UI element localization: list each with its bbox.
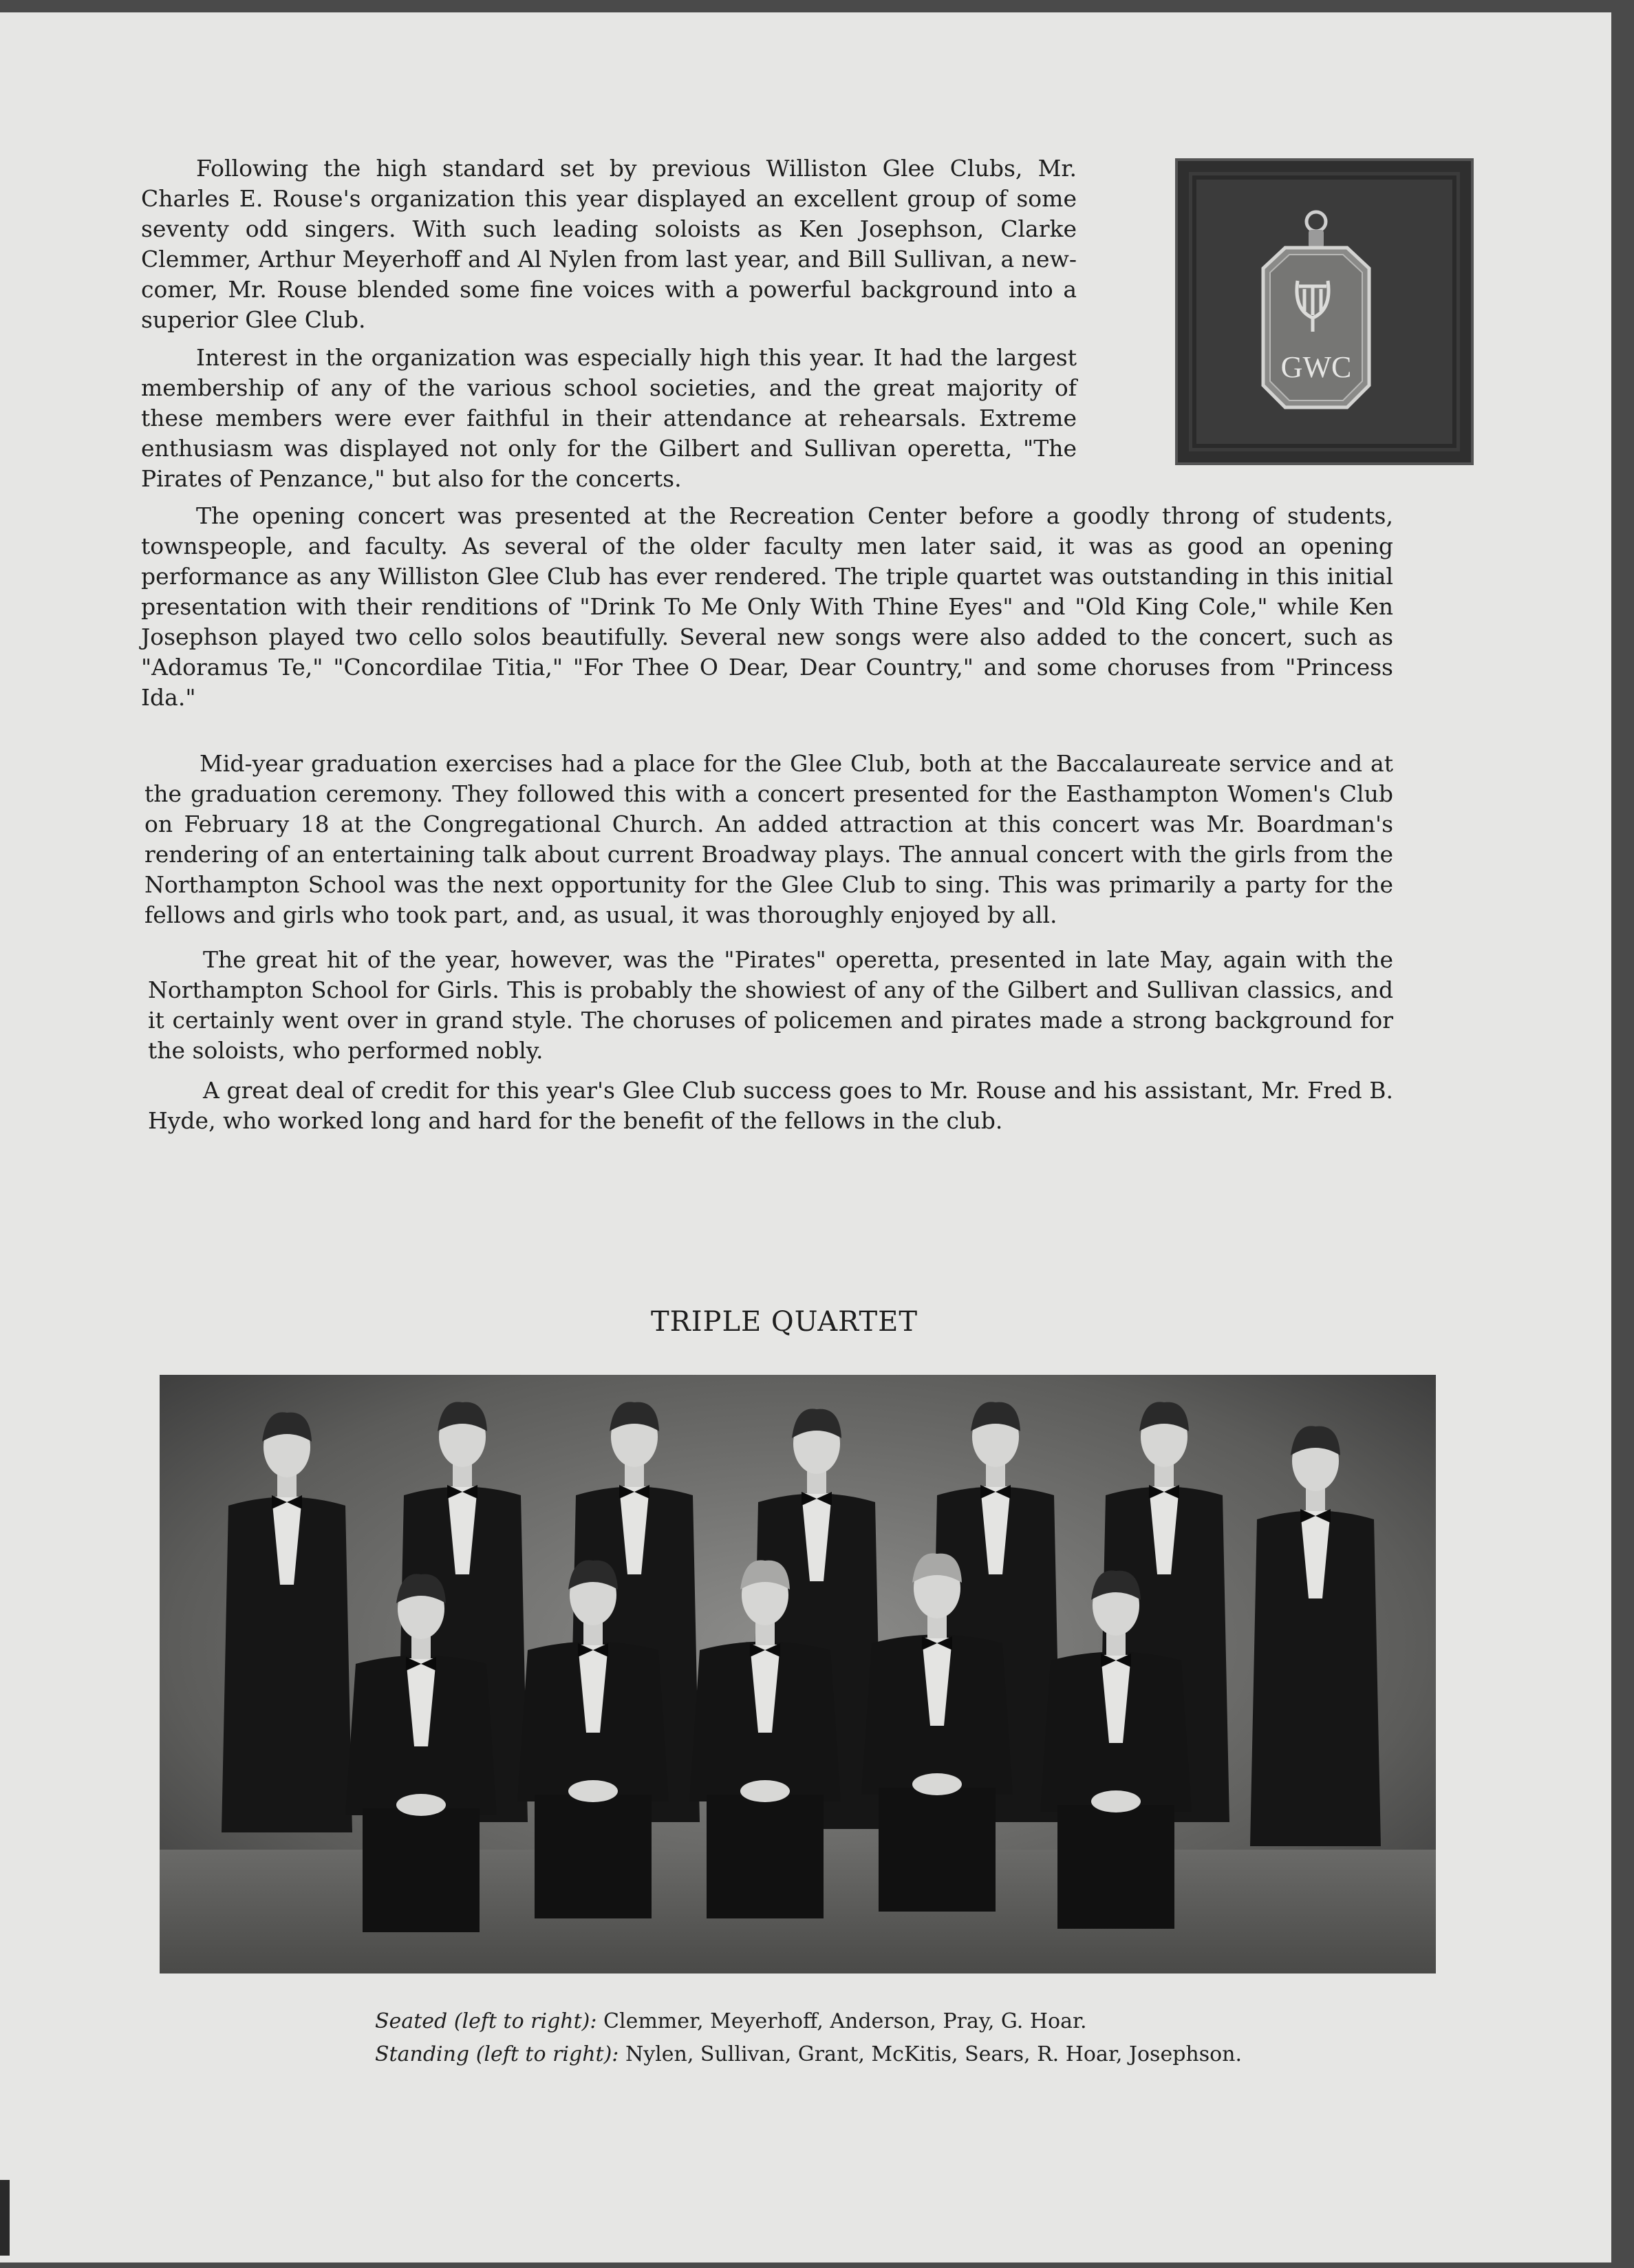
caption-standing-paren: (left to right):	[475, 2042, 619, 2066]
paragraph-4: Mid-year graduation exercises had a place for the Glee Club, both at the Baccalaureate service and at the graduation ceremony. They followed this with a concert presented for the Easthampton Women's Club on February 18 at the Congregational Church. An added attraction at this concert was Mr. Boardman's rendering of an entertaining talk about current Broadway plays. The annual concert with the girls from the Northampton School was the next opportunity for the Glee Club to sing. This was primarily a party for the fellows and girls who took part, and, as usual, it was thoroughly enjoyed by all.	[144, 750, 1393, 928]
paragraph-2: Interest in the organization was especially high this year. It had the largest membership of any of the various school societies, and the great majority of these members were ever faithful in their attendance at rehearsals. Extreme enthusiasm was displayed not only for the Gilbert and Sullivan operetta, "The Pirates of Penzance," but also for the concerts.	[141, 344, 1077, 492]
caption-seated-paren: (left to right):	[453, 2009, 597, 2033]
yearbook-page	[0, 12, 1611, 2262]
paragraph-6: A great deal of credit for this year's Glee Club success goes to Mr. Rouse and his assistant, Mr. Fred B. Hyde, who worked long and hard for the benefit of the fellows in the club.	[148, 1077, 1393, 1134]
paragraph-5: The great hit of the year, however, was the "Pirates" operetta, presented in late May, again with the Northampton School for Girls. This is probably the showiest of any of the Gilbert and Sullivan classics, and it certainly went over in grand style. The choruses of policemen and pirates made a strong background for the soloists, who performed nobly.	[148, 946, 1393, 1064]
paragraph-1: Following the high standard set by previous Williston Glee Clubs, Mr. Charles E. Rouse's organization this year displayed an excellent group of some seventy odd singers. With such leading soloists as Ken Josephson, Clarke Clemmer, Arthur Meyerhoff and Al Nylen from last year, and Bill Sullivan, a new-comer, Mr. Rouse blended some fine voices with a powerful background into a superior Glee Club.	[141, 155, 1077, 333]
binding-mark	[0, 2180, 10, 2256]
caption-standing	[375, 2041, 1242, 2068]
section-title: TRIPLE QUARTET	[650, 1306, 918, 1338]
caption-seated-names: Clemmer, Meyerhoff, Anderson, Pray, G. Hoar.	[603, 2009, 1087, 2033]
triple-quartet-photo	[160, 1375, 1436, 1973]
caption-seated-label: Seated	[375, 2009, 448, 2033]
caption-standing-names: Nylen, Sullivan, Grant, McKitis, Sears, R. Hoar, Josephson.	[625, 2042, 1243, 2066]
svg-text:GWC: GWC	[1280, 350, 1352, 384]
paragraph-3: The opening concert was presented at the Recreation Center before a goodly throng of students, townspeople, and faculty. As several of the older faculty men later said, it was as good an opening performance as any Williston Glee Club has ever rendered. The triple quartet was outstanding in this initial presentation with their renditions of "Drink To Me Only With Thine Eyes" and "Old King Cole," while Ken Josephson played two cello solos beautifully. Several new songs were also added to the concert, such as "Adoramus Te," "Concordilae Titia," "For Thee O Dear, Dear Country," and some choruses from "Princess Ida."	[141, 502, 1393, 711]
glee-club-insignia-photo	[1175, 158, 1474, 465]
caption-standing-label: Standing	[375, 2042, 470, 2066]
group-photo-illustration	[160, 1375, 1436, 1973]
caption-seated	[375, 2008, 1087, 2035]
insignia-pendant-icon	[1175, 158, 1474, 465]
